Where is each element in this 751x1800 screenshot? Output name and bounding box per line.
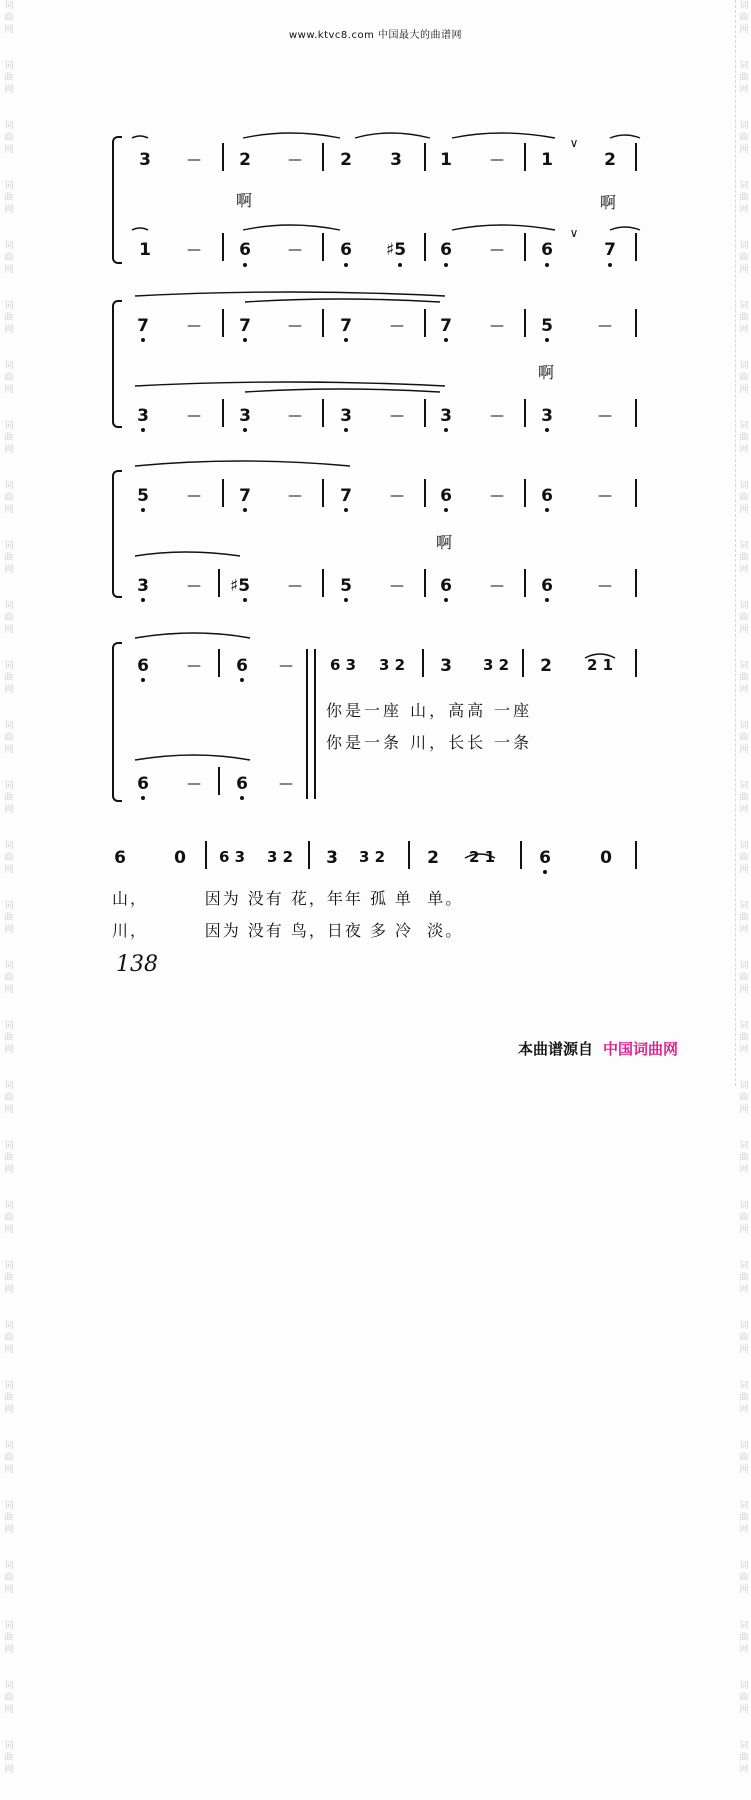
- hold-dash: —: [490, 152, 504, 168]
- note-group: 3 2: [266, 848, 294, 866]
- watermark-glyph: 网: [739, 85, 749, 95]
- watermark-glyph: 词: [4, 781, 14, 791]
- watermark-glyph: 曲: [739, 1213, 749, 1223]
- watermark-glyph: 网: [739, 1165, 749, 1175]
- watermark-glyph: 曲: [739, 13, 749, 23]
- watermark-glyph: 曲: [739, 1753, 749, 1763]
- watermark-glyph: 网: [739, 25, 749, 35]
- watermark-glyph: 曲: [739, 1153, 749, 1163]
- note: 5: [340, 576, 352, 596]
- hold-dash: —: [390, 488, 404, 504]
- watermark-glyph: 网: [4, 1105, 14, 1115]
- watermark-glyph: 网: [739, 1105, 749, 1115]
- watermark-glyph: 网: [739, 445, 749, 455]
- watermark-glyph: 词: [4, 301, 14, 311]
- hold-dash: —: [598, 408, 612, 424]
- watermark-glyph: 词: [4, 421, 14, 431]
- watermark-glyph: 词: [4, 961, 14, 971]
- watermark-glyph: 词: [4, 1081, 14, 1091]
- watermark-glyph: 曲: [739, 973, 749, 983]
- watermark-glyph: 词: [4, 1681, 14, 1691]
- lyric-line-2: 川， 因为 没有 鸟，日夜 多 冷 淡。: [112, 921, 464, 940]
- watermark-glyph: 词: [739, 1321, 749, 1331]
- note: 6: [541, 576, 553, 596]
- watermark-glyph: 词: [4, 841, 14, 851]
- watermark-glyph: 词: [739, 1441, 749, 1451]
- watermark-glyph: 词: [739, 1, 749, 11]
- watermark-glyph: 曲: [4, 1633, 14, 1643]
- hold-dash: —: [490, 488, 504, 504]
- hold-dash: —: [187, 318, 201, 334]
- note: 7: [239, 486, 251, 506]
- watermark-glyph: 曲: [4, 433, 14, 443]
- note: 6: [239, 240, 251, 260]
- watermark-glyph: 词: [4, 1021, 14, 1031]
- hold-dash: —: [490, 408, 504, 424]
- watermark-glyph: 词: [739, 1561, 749, 1571]
- note: 3: [440, 406, 452, 426]
- watermark-glyph: 词: [739, 1261, 749, 1271]
- hold-dash: —: [490, 242, 504, 258]
- watermark-glyph: 网: [4, 1285, 14, 1295]
- watermark-glyph: 词: [4, 1201, 14, 1211]
- watermark-glyph: 曲: [4, 673, 14, 683]
- note-group: 2 1: [586, 656, 614, 674]
- watermark-glyph: 曲: [4, 73, 14, 83]
- hold-dash: —: [187, 578, 201, 594]
- watermark-glyph: 网: [739, 1345, 749, 1355]
- watermark-glyph: 网: [739, 1525, 749, 1535]
- watermark-glyph: 网: [739, 1645, 749, 1655]
- note: 6: [440, 576, 452, 596]
- note-group: 6 3: [329, 656, 357, 674]
- watermark-glyph: 曲: [4, 1393, 14, 1403]
- watermark-glyph: 网: [4, 1705, 14, 1715]
- hold-dash: —: [598, 318, 612, 334]
- note: 3: [137, 406, 149, 426]
- watermark-glyph: 网: [4, 1345, 14, 1355]
- watermark-glyph: 网: [739, 385, 749, 395]
- watermark-glyph: 网: [4, 745, 14, 755]
- watermark-glyph: 曲: [739, 733, 749, 743]
- watermark-glyph: 网: [4, 1045, 14, 1055]
- watermark-glyph: 词: [4, 1381, 14, 1391]
- watermark-glyph: 曲: [4, 13, 14, 23]
- footer-credit: [518, 1038, 678, 1059]
- watermark-glyph: 曲: [739, 1033, 749, 1043]
- site-header: www.ktvc8.com 中国最大的曲谱网: [288, 30, 462, 41]
- watermark-glyph: 网: [4, 1465, 14, 1475]
- watermark-glyph: 网: [4, 85, 14, 95]
- watermark-glyph: 词: [4, 601, 14, 611]
- hold-dash: —: [490, 318, 504, 334]
- hold-dash: —: [279, 658, 293, 674]
- watermark-glyph: 词: [4, 1261, 14, 1271]
- note: 3: [340, 406, 352, 426]
- watermark-glyph: 词: [4, 661, 14, 671]
- watermark-glyph: 曲: [739, 193, 749, 203]
- watermark-glyph: 曲: [4, 253, 14, 263]
- watermark-glyph: 曲: [4, 1693, 14, 1703]
- watermark-glyph: 网: [4, 1765, 14, 1775]
- watermark-glyph: 网: [4, 25, 14, 35]
- note: 6: [340, 240, 352, 260]
- watermark-glyph: 词: [739, 1021, 749, 1031]
- watermark-glyph: 曲: [4, 1093, 14, 1103]
- watermark-glyph: 网: [4, 685, 14, 695]
- system-brace: [112, 642, 122, 802]
- watermark-glyph: 词: [739, 781, 749, 791]
- watermark-glyph: 网: [4, 505, 14, 515]
- watermark-glyph: 词: [4, 1621, 14, 1631]
- watermark-glyph: 网: [4, 1585, 14, 1595]
- note: 2: [239, 150, 251, 170]
- note-group: 3 2: [482, 656, 510, 674]
- watermark-glyph: 词: [739, 1141, 749, 1151]
- watermark-glyph: 网: [4, 265, 14, 275]
- note: 2: [604, 150, 616, 170]
- system-brace: [112, 470, 122, 598]
- watermark-glyph: 网: [4, 865, 14, 875]
- hold-dash: —: [390, 318, 404, 334]
- watermark-glyph: 曲: [739, 913, 749, 923]
- note: 1: [541, 150, 553, 170]
- watermark-glyph: 网: [739, 865, 749, 875]
- watermark-glyph: 曲: [4, 1213, 14, 1223]
- note: 3: [390, 150, 402, 170]
- watermark-glyph: 曲: [4, 133, 14, 143]
- watermark-glyph: 词: [4, 121, 14, 131]
- hold-dash: —: [279, 776, 293, 792]
- watermark-glyph: 网: [739, 505, 749, 515]
- note-group: 6 3: [218, 848, 246, 866]
- watermark-glyph: 网: [739, 925, 749, 935]
- watermark-glyph: 词: [739, 961, 749, 971]
- note: 6: [236, 656, 248, 676]
- note: 2: [540, 656, 552, 676]
- note: 7: [239, 316, 251, 336]
- watermark-glyph: 网: [4, 1225, 14, 1235]
- watermark-glyph: 网: [739, 325, 749, 335]
- watermark-glyph: 网: [739, 745, 749, 755]
- watermark-glyph: 网: [739, 805, 749, 815]
- watermark-glyph: 词: [739, 241, 749, 251]
- hold-dash: —: [288, 152, 302, 168]
- watermark-glyph: 曲: [4, 733, 14, 743]
- note: 3: [541, 406, 553, 426]
- note: 5: [541, 316, 553, 336]
- watermark-glyph: 曲: [4, 1033, 14, 1043]
- watermark-glyph: 词: [739, 721, 749, 731]
- watermark-glyph: 曲: [739, 493, 749, 503]
- note: ♯5: [385, 240, 407, 260]
- watermark-glyph: 网: [4, 625, 14, 635]
- watermark-glyph: 网: [739, 1285, 749, 1295]
- footer-prefix: 本曲谱源自: [518, 1040, 594, 1058]
- watermark-glyph: 词: [739, 1681, 749, 1691]
- watermark-glyph: 网: [4, 985, 14, 995]
- lyric: 啊: [436, 533, 453, 552]
- watermark-glyph: 曲: [739, 1453, 749, 1463]
- watermark-glyph: 词: [739, 1621, 749, 1631]
- watermark-glyph: 网: [739, 1405, 749, 1415]
- watermark-glyph: 曲: [4, 193, 14, 203]
- watermark-glyph: 词: [4, 181, 14, 191]
- watermark-glyph: 词: [4, 1741, 14, 1751]
- watermark-glyph: 网: [739, 1765, 749, 1775]
- page-number: 138: [116, 952, 158, 977]
- hold-dash: —: [288, 408, 302, 424]
- watermark-glyph: 曲: [4, 1573, 14, 1583]
- lyric: 啊: [236, 191, 253, 210]
- watermark-glyph: 网: [4, 1645, 14, 1655]
- lyric: 啊: [538, 363, 555, 382]
- watermark-glyph: 词: [4, 481, 14, 491]
- hold-dash: —: [187, 242, 201, 258]
- watermark-glyph: 曲: [739, 613, 749, 623]
- watermark-glyph: 词: [739, 901, 749, 911]
- watermark-glyph: 网: [4, 1165, 14, 1175]
- hold-dash: —: [187, 658, 201, 674]
- watermark-glyph: 曲: [4, 1333, 14, 1343]
- watermark-glyph: 网: [739, 265, 749, 275]
- watermark-glyph: 曲: [739, 253, 749, 263]
- watermark-glyph: 词: [739, 1501, 749, 1511]
- note: 6: [541, 486, 553, 506]
- note: 1: [139, 240, 151, 260]
- hold-dash: —: [187, 776, 201, 792]
- watermark-glyph: 网: [739, 1465, 749, 1475]
- watermark-glyph: 曲: [4, 1153, 14, 1163]
- watermark-glyph: 曲: [739, 793, 749, 803]
- watermark-glyph: 曲: [739, 433, 749, 443]
- watermark-glyph: 词: [739, 601, 749, 611]
- watermark-glyph: 曲: [739, 1513, 749, 1523]
- note: 6: [440, 486, 452, 506]
- note: 3: [139, 150, 151, 170]
- note: 5: [137, 486, 149, 506]
- watermark-glyph: 网: [4, 925, 14, 935]
- note: 7: [604, 240, 616, 260]
- note-group: 2 1: [468, 848, 496, 866]
- hold-dash: —: [187, 152, 201, 168]
- lyric-line-1: 山， 因为 没有 花，年年 孤 单 单。: [112, 889, 464, 908]
- watermark-glyph: 词: [739, 1081, 749, 1091]
- watermark-glyph: 词: [739, 361, 749, 371]
- watermark-glyph: 曲: [4, 1753, 14, 1763]
- watermark-glyph: 词: [739, 661, 749, 671]
- watermark-glyph: 曲: [739, 1693, 749, 1703]
- note-group: 3 2: [358, 848, 386, 866]
- watermark-glyph: 网: [4, 805, 14, 815]
- watermark-glyph: 曲: [739, 553, 749, 563]
- note: 3: [326, 848, 338, 868]
- note: 6: [137, 656, 149, 676]
- watermark-glyph: 曲: [4, 313, 14, 323]
- watermark-glyph: 词: [4, 541, 14, 551]
- note: 6: [539, 848, 551, 868]
- watermark-glyph: 词: [4, 1141, 14, 1151]
- watermark-glyph: 网: [739, 625, 749, 635]
- watermark-glyph: 网: [739, 1045, 749, 1055]
- system-brace: [112, 136, 122, 264]
- watermark-glyph: 网: [739, 205, 749, 215]
- hold-dash: —: [288, 318, 302, 334]
- watermark-glyph: 曲: [4, 793, 14, 803]
- watermark-glyph: 词: [4, 1561, 14, 1571]
- lyric-line-2: 你是一条 川，长长 一条: [326, 733, 533, 752]
- watermark-glyph: 词: [739, 301, 749, 311]
- watermark-glyph: 词: [739, 541, 749, 551]
- note: 2: [340, 150, 352, 170]
- watermark-glyph: 网: [4, 565, 14, 575]
- watermark-glyph: 网: [739, 1585, 749, 1595]
- system-brace: [112, 300, 122, 428]
- watermark-glyph: 词: [4, 61, 14, 71]
- hold-dash: —: [187, 408, 201, 424]
- watermark-glyph: 曲: [4, 913, 14, 923]
- watermark-glyph: 曲: [739, 1573, 749, 1583]
- watermark-glyph: 曲: [4, 1453, 14, 1463]
- watermark-glyph: 词: [4, 1321, 14, 1331]
- watermark-glyph: 曲: [739, 1273, 749, 1283]
- note: 1: [440, 150, 452, 170]
- watermark-glyph: 网: [4, 325, 14, 335]
- note: ♯5: [229, 576, 251, 596]
- footer-brand-link[interactable]: 中国词曲网: [603, 1040, 679, 1058]
- watermark-glyph: 词: [739, 1381, 749, 1391]
- lyric-line-1: 你是一座 山，高高 一座: [326, 701, 533, 720]
- watermark-glyph: 词: [4, 1, 14, 11]
- watermark-glyph: 曲: [739, 373, 749, 383]
- watermark-glyph: 曲: [4, 1273, 14, 1283]
- watermark-glyph: 曲: [739, 673, 749, 683]
- watermark-glyph: 曲: [4, 973, 14, 983]
- watermark-glyph: 词: [739, 421, 749, 431]
- watermark-glyph: 网: [739, 985, 749, 995]
- watermark-glyph: 网: [4, 385, 14, 395]
- watermark-glyph: 网: [739, 565, 749, 575]
- note: 2: [427, 848, 439, 868]
- watermark-glyph: 曲: [739, 1093, 749, 1103]
- hold-dash: —: [390, 578, 404, 594]
- watermark-glyph: 曲: [4, 853, 14, 863]
- note: 6: [236, 774, 248, 794]
- watermark-glyph: 词: [4, 1441, 14, 1451]
- watermark-glyph: 词: [4, 1501, 14, 1511]
- watermark-glyph: 网: [739, 1225, 749, 1235]
- watermark-glyph: 曲: [739, 133, 749, 143]
- hold-dash: —: [187, 488, 201, 504]
- watermark-glyph: 词: [739, 841, 749, 851]
- note: 6: [137, 774, 149, 794]
- note: 7: [340, 486, 352, 506]
- watermark-glyph: 词: [739, 181, 749, 191]
- note: 7: [440, 316, 452, 336]
- note: 6: [114, 848, 126, 868]
- hold-dash: —: [390, 408, 404, 424]
- note: 0: [600, 848, 612, 868]
- note: 3: [440, 656, 452, 676]
- watermark-glyph: 词: [4, 241, 14, 251]
- watermark-glyph: 曲: [739, 853, 749, 863]
- watermark-glyph: 词: [739, 1201, 749, 1211]
- note: 6: [541, 240, 553, 260]
- hold-dash: —: [598, 578, 612, 594]
- watermark-glyph: 网: [4, 145, 14, 155]
- watermark-glyph: 网: [739, 685, 749, 695]
- note: 6: [440, 240, 452, 260]
- note: 7: [137, 316, 149, 336]
- hold-dash: —: [490, 578, 504, 594]
- lyric: 啊: [600, 193, 617, 212]
- note: 3: [239, 406, 251, 426]
- watermark-glyph: 词: [4, 361, 14, 371]
- watermark-glyph: 曲: [4, 493, 14, 503]
- watermark-glyph: 词: [4, 721, 14, 731]
- watermark-glyph: 网: [4, 1525, 14, 1535]
- watermark-glyph: 曲: [4, 1513, 14, 1523]
- watermark-glyph: 词: [4, 901, 14, 911]
- watermark-glyph: 曲: [739, 313, 749, 323]
- watermark-glyph: 词: [739, 1741, 749, 1751]
- note: 7: [340, 316, 352, 336]
- watermark-glyph: 曲: [739, 73, 749, 83]
- hold-dash: —: [288, 578, 302, 594]
- note: 3: [137, 576, 149, 596]
- watermark-glyph: 曲: [4, 553, 14, 563]
- hold-dash: —: [288, 488, 302, 504]
- watermark-glyph: 曲: [739, 1633, 749, 1643]
- watermark-glyph: 网: [4, 1405, 14, 1415]
- watermark-glyph: 网: [739, 1705, 749, 1715]
- note-group: 3 2: [378, 656, 406, 674]
- watermark-glyph: 网: [4, 205, 14, 215]
- watermark-glyph: 曲: [4, 373, 14, 383]
- watermark-glyph: 曲: [739, 1333, 749, 1343]
- watermark-glyph: 词: [739, 481, 749, 491]
- watermark-glyph: 词: [739, 61, 749, 71]
- watermark-glyph: 曲: [4, 613, 14, 623]
- hold-dash: —: [598, 488, 612, 504]
- watermark-glyph: 曲: [739, 1393, 749, 1403]
- hold-dash: —: [288, 242, 302, 258]
- watermark-glyph: 网: [739, 145, 749, 155]
- watermark-glyph: 词: [739, 121, 749, 131]
- watermark-glyph: 网: [4, 445, 14, 455]
- note: 0: [174, 848, 186, 868]
